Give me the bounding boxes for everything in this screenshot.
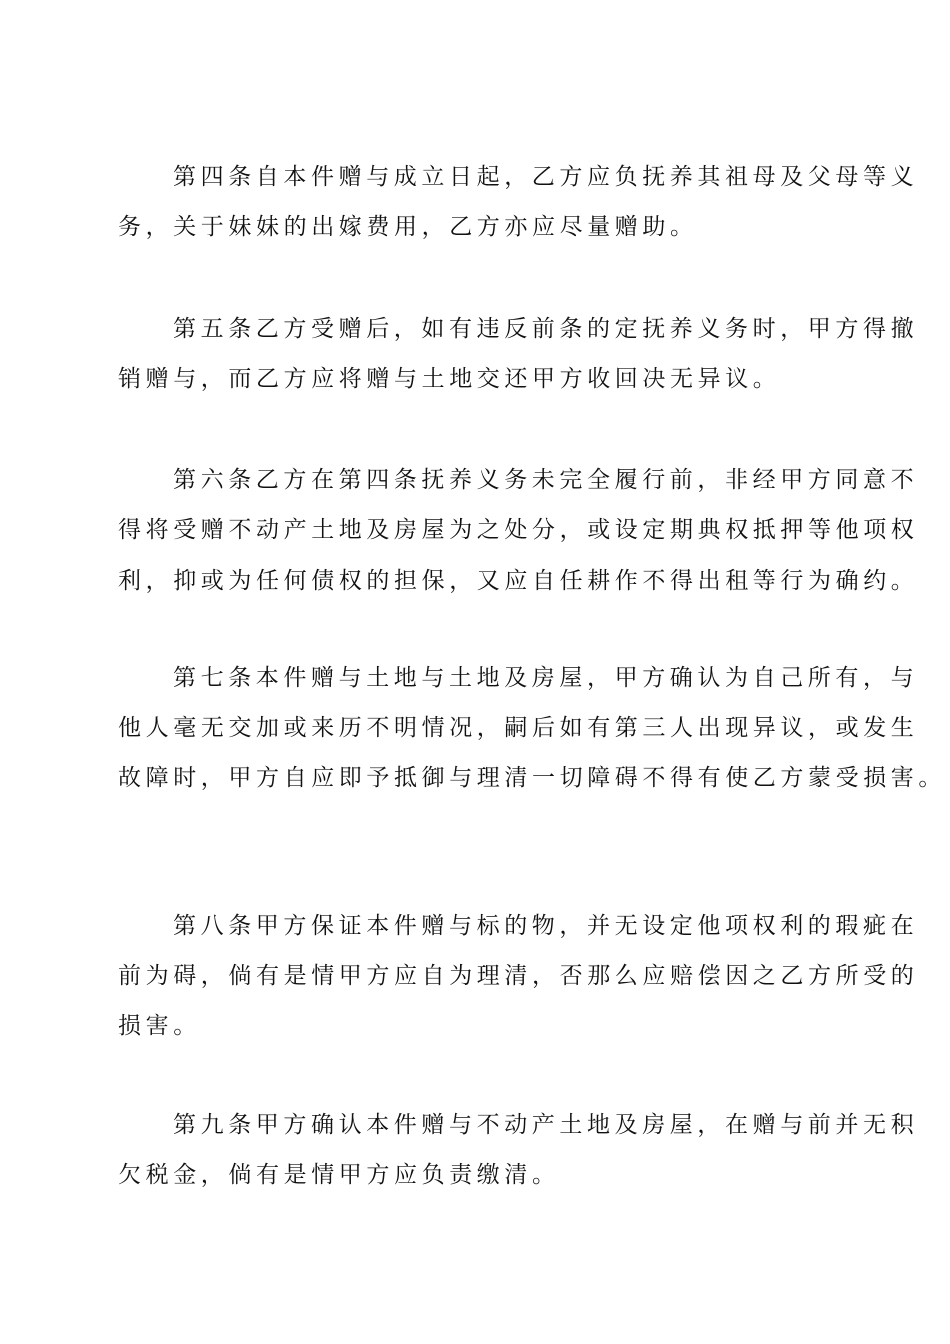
article-9-line-2: 欠税金，倘有是情甲方应负责缴清。 — [118, 1162, 560, 1188]
article-5-line-1: 第五条乙方受赠后，如有违反前条的定抚养义务时，甲方得撤 — [173, 316, 919, 342]
article-8-line-1: 第八条甲方保证本件赠与标的物，并无设定他项权利的瑕疵在 — [173, 913, 919, 939]
article-6-line-3: 利，抑或为任何债权的担保，又应自任耕作不得出租等行为确约。 — [118, 568, 919, 594]
article-6-line-2: 得将受赠不动产土地及房屋为之处分，或设定期典权抵押等他项权 — [118, 517, 919, 543]
article-8-line-3: 损害。 — [118, 1013, 201, 1039]
article-8-line-2: 前为碍，倘有是情甲方应自为理清，否那么应赔偿因之乙方所受的 — [118, 963, 919, 989]
article-7-line-2: 他人毫无交加或来历不明情况，嗣后如有第三人出现异议，或发生 — [118, 715, 919, 741]
article-5-line-2: 销赠与，而乙方应将赠与土地交还甲方收回决无异议。 — [118, 366, 781, 392]
article-7-line-1: 第七条本件赠与土地与土地及房屋，甲方确认为自己所有，与 — [173, 665, 919, 691]
article-7-line-3: 故障时，甲方自应即予抵御与理清一切障碍不得有使乙方蒙受损害。 — [118, 765, 946, 791]
article-9-line-1: 第九条甲方确认本件赠与不动产土地及房屋，在赠与前并无积 — [173, 1112, 919, 1138]
article-4-line-2: 务，关于妹妹的出嫁费用，乙方亦应尽量赠助。 — [118, 214, 698, 240]
article-4-line-1: 第四条自本件赠与成立日起，乙方应负抚养其祖母及父母等义 — [173, 164, 919, 190]
article-6-line-1: 第六条乙方在第四条抚养义务未完全履行前，非经甲方同意不 — [173, 467, 919, 493]
